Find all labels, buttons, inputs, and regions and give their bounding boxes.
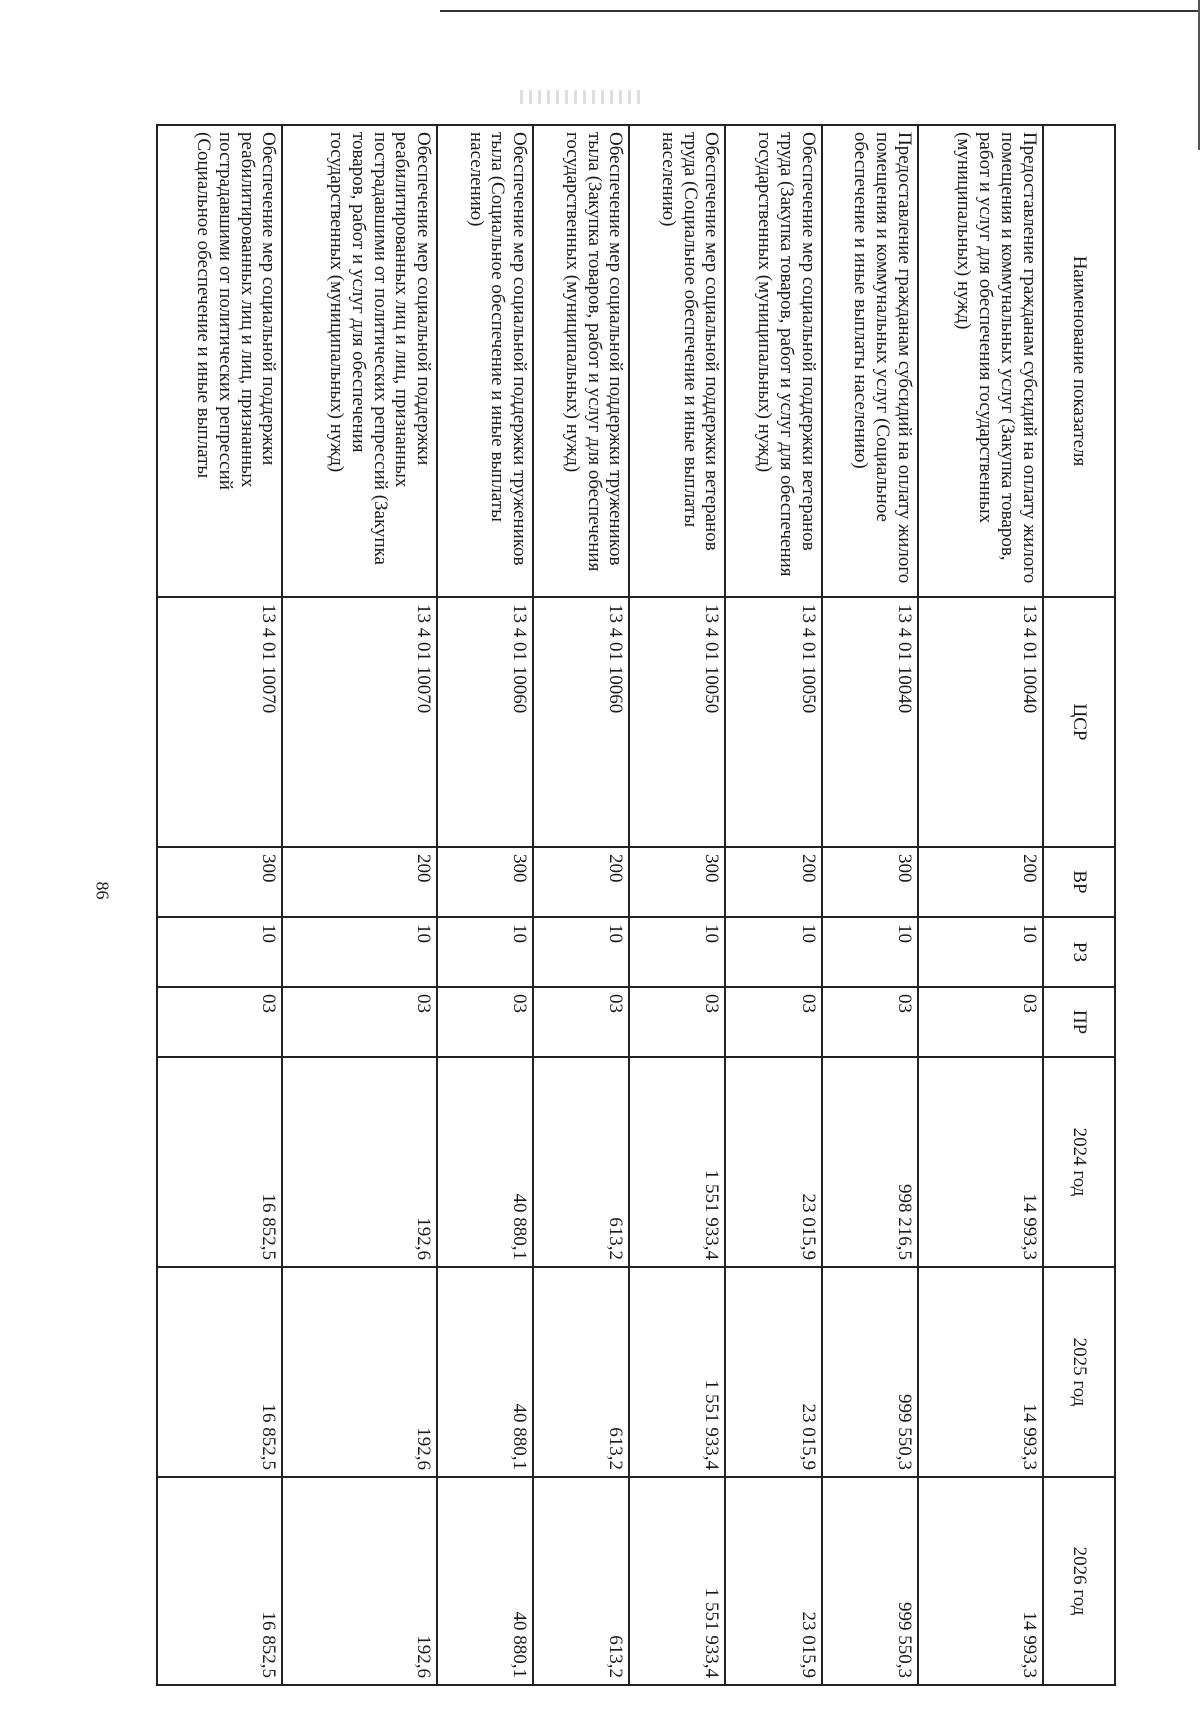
cell-2024: 1 551 933,4	[629, 1057, 725, 1267]
header-2026: 2026 год	[1043, 1477, 1115, 1685]
header-2025: 2025 год	[1043, 1267, 1115, 1477]
cell-2025: 14 993,3	[918, 1267, 1043, 1477]
table-row	[918, 125, 1043, 1685]
cell-2025: 16 852,5	[157, 1267, 282, 1477]
cell-name: Обеспечение мер социальной поддержки ветеранов труда (Социальное обеспечение и иные выплаты населению)	[629, 125, 725, 597]
cell-2025: 613,2	[533, 1267, 629, 1477]
cell-2026: 16 852,5	[157, 1477, 282, 1685]
cell-rz: 10	[918, 917, 1043, 987]
cell-csr: 13 4 01 10060	[533, 597, 629, 847]
cell-name: Предоставление гражданам субсидий на оплату жилого помещения и коммунальных услуг (Социальное обеспечение и иные выплаты населению)	[822, 125, 918, 597]
cell-csr: 13 4 01 10050	[725, 597, 821, 847]
page-number: 86	[92, 881, 113, 900]
cell-2024: 14 993,3	[918, 1057, 1043, 1267]
table-row	[629, 125, 725, 1685]
cell-csr: 13 4 01 10070	[157, 597, 282, 847]
cell-pr: 03	[157, 987, 282, 1057]
cell-vr: 300	[157, 847, 282, 917]
cell-2024: 613,2	[533, 1057, 629, 1267]
cell-rz: 10	[437, 917, 533, 987]
cell-vr: 200	[725, 847, 821, 917]
cell-pr: 03	[282, 987, 437, 1057]
table-row	[282, 125, 437, 1685]
cell-2024: 23 015,9	[725, 1057, 821, 1267]
header-pr: ПР	[1043, 987, 1115, 1057]
budget-table	[156, 124, 1116, 1686]
cell-2024: 192,6	[282, 1057, 437, 1267]
cell-rz: 10	[157, 917, 282, 987]
cell-vr: 200	[282, 847, 437, 917]
cell-pr: 03	[437, 987, 533, 1057]
table-row	[437, 125, 533, 1685]
cell-2025: 23 015,9	[725, 1267, 821, 1477]
table-row	[533, 125, 629, 1685]
cell-name: Предоставление гражданам субсидий на оплату жилого помещения и коммунальных услуг (Закупка товаров, работ и услуг для обеспечения государственных (муниципальных) нужд)	[918, 125, 1043, 597]
cell-vr: 200	[533, 847, 629, 917]
cell-2024: 998 216,5	[822, 1057, 918, 1267]
table-header-row	[1043, 125, 1115, 1685]
cell-vr: 200	[918, 847, 1043, 917]
cell-name: Обеспечение мер социальной поддержки тружеников тыла (Социальное обеспечение и иные выплаты населению)	[437, 125, 533, 597]
cell-vr: 300	[822, 847, 918, 917]
cell-2025: 999 550,3	[822, 1267, 918, 1477]
cell-name: Обеспечение мер социальной поддержки тружеников тыла (Закупка товаров, работ и услуг для обеспечения государственных (муниципальных) нужд)	[533, 125, 629, 597]
cell-vr: 300	[629, 847, 725, 917]
cell-rz: 10	[533, 917, 629, 987]
table-row	[822, 125, 918, 1685]
cell-name: Обеспечение мер социальной поддержки ветеранов труда (Закупка товаров, работ и услуг для обеспечения государственных (муниципальных) нужд)	[725, 125, 821, 597]
cell-2026: 999 550,3	[822, 1477, 918, 1685]
cell-rz: 10	[822, 917, 918, 987]
cell-pr: 03	[629, 987, 725, 1057]
cell-name: Обеспечение мер социальной поддержки реабилитированных лиц и лиц, признанных пострадавшими от политических репрессий (Социальное обеспечение и иные выплаты	[157, 125, 282, 597]
cell-2026: 1 551 933,4	[629, 1477, 725, 1685]
header-name: Наименование показателя	[1043, 125, 1115, 597]
cell-pr: 03	[533, 987, 629, 1057]
cell-2024: 40 880,1	[437, 1057, 533, 1267]
cell-csr: 13 4 01 10070	[282, 597, 437, 847]
cell-2026: 40 880,1	[437, 1477, 533, 1685]
cell-2026: 23 015,9	[725, 1477, 821, 1685]
cell-pr: 03	[725, 987, 821, 1057]
cell-csr: 13 4 01 10040	[918, 597, 1043, 847]
cell-rz: 10	[282, 917, 437, 987]
table-body	[157, 125, 1043, 1685]
scan-smudge	[520, 90, 640, 104]
cell-rz: 10	[629, 917, 725, 987]
cell-rz: 10	[725, 917, 821, 987]
cell-2025: 1 551 933,4	[629, 1267, 725, 1477]
cell-2026: 613,2	[533, 1477, 629, 1685]
cell-csr: 13 4 01 10050	[629, 597, 725, 847]
header-2024: 2024 год	[1043, 1057, 1115, 1267]
header-rz: РЗ	[1043, 917, 1115, 987]
cell-2026: 192,6	[282, 1477, 437, 1685]
cell-2025: 40 880,1	[437, 1267, 533, 1477]
header-vr: ВР	[1043, 847, 1115, 917]
cell-vr: 300	[437, 847, 533, 917]
table-row	[157, 125, 282, 1685]
cell-pr: 03	[822, 987, 918, 1057]
cell-csr: 13 4 01 10060	[437, 597, 533, 847]
cell-2026: 14 993,3	[918, 1477, 1043, 1685]
scan-edge-line	[440, 10, 1200, 12]
table-row	[725, 125, 821, 1685]
cell-csr: 13 4 01 10040	[822, 597, 918, 847]
cell-name: Обеспечение мер социальной поддержки реабилитированных лиц и лиц, признанных пострадавшими от политических репрессий (Закупка товаров, работ и услуг для обеспечения государственных (муниципальных) нужд)	[282, 125, 437, 597]
header-csr: ЦСР	[1043, 597, 1115, 847]
cell-2025: 192,6	[282, 1267, 437, 1477]
budget-table-container	[156, 124, 1116, 1684]
cell-2024: 16 852,5	[157, 1057, 282, 1267]
cell-pr: 03	[918, 987, 1043, 1057]
